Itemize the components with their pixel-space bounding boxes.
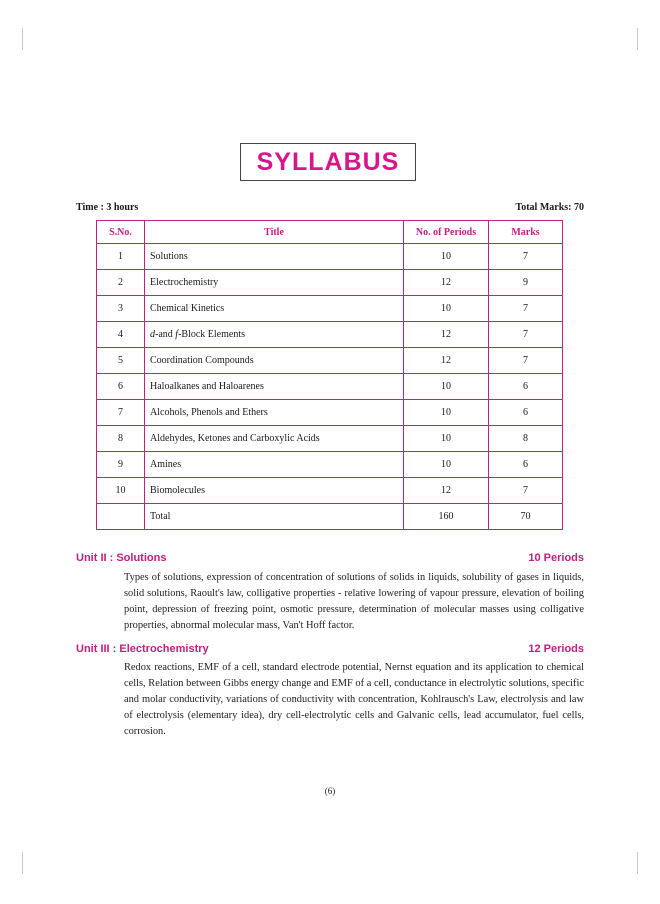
crop-mark: [637, 852, 638, 874]
syllabus-heading: SYLLABUS: [240, 143, 416, 181]
cell-sno: 10: [97, 478, 145, 504]
cell-title: Chemical Kinetics: [145, 296, 404, 322]
cell-marks: 8: [489, 426, 563, 452]
cell-total-label: Total: [145, 504, 404, 530]
cell-title: [145, 322, 404, 348]
cell-periods: 10: [404, 452, 489, 478]
cell-marks: 7: [489, 348, 563, 374]
cell-sno: 7: [97, 400, 145, 426]
col-header-title: Title: [145, 221, 404, 244]
cell-title: Biomolecules: [145, 478, 404, 504]
col-header-sno: S.No.: [97, 221, 145, 244]
cell-title: Amines: [145, 452, 404, 478]
cell-marks: 7: [489, 322, 563, 348]
cell-sno: 4: [97, 322, 145, 348]
cell-title: Haloalkanes and Haloarenes: [145, 374, 404, 400]
cell-marks: 6: [489, 452, 563, 478]
table-row: [97, 452, 563, 478]
cell-sno: 1: [97, 244, 145, 270]
cell-marks: 7: [489, 296, 563, 322]
cell-title: Aldehydes, Ketones and Carboxylic Acids: [145, 426, 404, 452]
cell-title: Solutions: [145, 244, 404, 270]
table-row: [97, 348, 563, 374]
cell-title-d: d: [150, 329, 155, 340]
cell-periods: 10: [404, 374, 489, 400]
table-row: [97, 296, 563, 322]
unit-periods: 10 Periods: [528, 552, 584, 564]
unit-heading-electrochemistry: [76, 643, 584, 659]
table-row: [97, 426, 563, 452]
unit-heading-solutions: [76, 552, 584, 568]
cell-sno: 6: [97, 374, 145, 400]
cell-marks: 7: [489, 244, 563, 270]
col-header-marks: Marks: [489, 221, 563, 244]
cell-sno: 9: [97, 452, 145, 478]
total-marks: Total Marks: 70: [515, 202, 584, 213]
table-header-row: [97, 221, 563, 244]
cell-title: Coordination Compounds: [145, 348, 404, 374]
cell-sno: 2: [97, 270, 145, 296]
cell-periods: 10: [404, 244, 489, 270]
cell-sno: 8: [97, 426, 145, 452]
cell-periods: 12: [404, 270, 489, 296]
cell-title-mid: -and: [155, 329, 176, 340]
table-row: [97, 244, 563, 270]
unit-name: Unit II : Solutions: [76, 552, 167, 564]
cell-total-marks: 70: [489, 504, 563, 530]
cell-marks: 6: [489, 374, 563, 400]
cell-marks: 9: [489, 270, 563, 296]
syllabus-table: [96, 220, 563, 530]
crop-mark: [22, 28, 23, 50]
cell-marks: 6: [489, 400, 563, 426]
table-row: [97, 270, 563, 296]
cell-periods: 10: [404, 426, 489, 452]
unit-periods: 12 Periods: [528, 643, 584, 655]
unit-name: Unit III : Electrochemistry: [76, 643, 209, 655]
cell-sno: 5: [97, 348, 145, 374]
cell-periods: 12: [404, 322, 489, 348]
cell-title: Electrochemistry: [145, 270, 404, 296]
cell-periods: 12: [404, 348, 489, 374]
cell-title-rest: -Block Elements: [178, 329, 245, 340]
cell-periods: 10: [404, 400, 489, 426]
table-row: [97, 478, 563, 504]
page-number: (6): [324, 786, 336, 796]
crop-mark: [22, 852, 23, 874]
exam-time: Time : 3 hours: [76, 202, 139, 213]
unit-description-solutions: Types of solutions, expression of concentration of solutions of solids in liquids, solubility of gases in liquids, solid solutions, Raoult's law, colligative properties - relative lowering of vapour pressure, elevation of boiling point, depression of freezing point, osmotic pressure, determination of molecular masses using colligative properties, abnormal molecular mass, Van't Hoff factor.: [124, 572, 584, 631]
table-row: [97, 400, 563, 426]
unit-description-electrochemistry: Redox reactions, EMF of a cell, standard electrode potential, Nernst equation and its application to chemical cells, Relation between Gibbs energy change and EMF of a cell, conductance in electrolytic solutions, specific and molar conductivity, variations of conductivity with concentration, Kohlrausch's Law, electrolysis and law of electrolysis (elementary idea), dry cell-electrolytic cells and Galvanic cells, lead accumulator, fuel cells, corrosion.: [124, 662, 584, 737]
cell-periods: 10: [404, 296, 489, 322]
cell-sno: 3: [97, 296, 145, 322]
cell-total-periods: 160: [404, 504, 489, 530]
cell-sno-empty: [97, 504, 145, 530]
cell-title: Alcohols, Phenols and Ethers: [145, 400, 404, 426]
table-row: [97, 322, 563, 348]
cell-marks: 7: [489, 478, 563, 504]
cell-title-f: f: [175, 329, 179, 340]
table-total-row: [97, 504, 563, 530]
col-header-periods: No. of Periods: [404, 221, 489, 244]
table-row: [97, 374, 563, 400]
cell-periods: 12: [404, 478, 489, 504]
crop-mark: [637, 28, 638, 50]
